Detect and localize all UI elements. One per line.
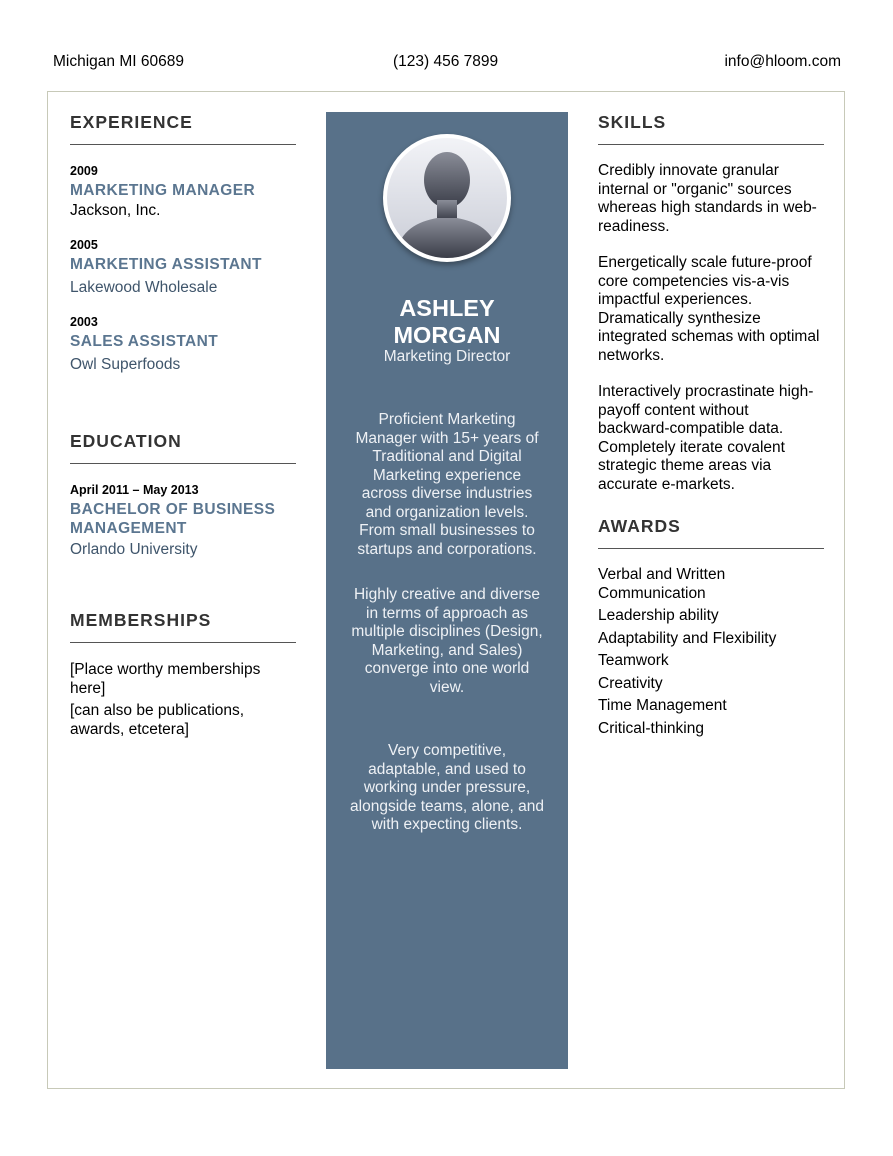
- profile-name: [326, 295, 568, 349]
- skills-paragraph: Energetically scale future-proof core competencies vis-a-vis impactful experiences. Dramatically synthesize integrated schemas with optimal networks.: [598, 254, 820, 364]
- person-silhouette-icon: [387, 138, 507, 258]
- award-item: Creativity: [598, 674, 663, 692]
- experience-title: SALES ASSISTANT: [70, 333, 219, 350]
- education-degree: BACHELOR OF BUSINESS MANAGEMENT: [70, 501, 276, 537]
- experience-company: Lakewood Wholesale: [70, 279, 218, 296]
- avatar: [383, 134, 511, 262]
- memberships-heading: MEMBERSHIPS: [70, 610, 296, 643]
- award-item: Leadership ability: [598, 607, 719, 624]
- experience-item: [70, 164, 296, 221]
- experience-company: Jackson, Inc.: [70, 202, 161, 219]
- profile-last-name: MORGAN: [393, 322, 501, 348]
- experience-year: 2005: [70, 238, 98, 252]
- profile-summary: Very competitive, adaptable, and used to working under pressure, alongside teams, alone, and with expecting clients.: [350, 742, 544, 833]
- award-item: Verbal and Written Communication: [598, 566, 726, 602]
- profile-first-name: ASHLEY: [399, 295, 495, 321]
- education-heading: EDUCATION: [70, 431, 296, 464]
- membership-item: [can also be publications, awards, etcetera]: [70, 702, 245, 738]
- experience-heading: EXPERIENCE: [70, 112, 296, 145]
- awards-heading: AWARDS: [598, 516, 824, 549]
- profile-panel: [326, 112, 568, 1069]
- experience-company: Owl Superfoods: [70, 356, 181, 373]
- experience-title: MARKETING MANAGER: [70, 182, 256, 199]
- contact-email: info@hloom.com: [724, 53, 841, 70]
- education-school: Orlando University: [70, 541, 198, 558]
- skills-paragraph: Credibly innovate granular internal or "organic" sources whereas high standards in web-readiness.: [598, 162, 817, 235]
- profile-title: Marketing Director: [383, 348, 511, 365]
- profile-summary: Highly creative and diverse in terms of approach as multiple disciplines (Design, Marketing, and Sales) converge into one world view.: [351, 586, 543, 696]
- award-item: Adaptability and Flexibility: [598, 629, 777, 647]
- award-item: Critical-thinking: [598, 719, 704, 737]
- skills-paragraph: Interactively procrastinate high-payoff content without backward-compatible data. Completely iterate covalent strategic theme areas via accurate e-markets.: [598, 383, 814, 493]
- profile-summary: Proficient Marketing Manager with 15+ years of Traditional and Digital Marketing experience across diverse industries and organization levels. From small businesses to startups and corporations.: [355, 411, 539, 558]
- contact-address: Michigan MI 60689: [53, 53, 184, 70]
- contact-phone: (123) 456 7899: [393, 53, 499, 70]
- experience-item: [70, 315, 296, 375]
- experience-title: MARKETING ASSISTANT: [70, 256, 262, 273]
- membership-item: [Place worthy memberships here]: [70, 661, 261, 697]
- experience-year: 2009: [70, 164, 98, 178]
- awards-list: [598, 566, 824, 738]
- experience-year: 2003: [70, 315, 98, 329]
- education-dates: April 2011 – May 2013: [70, 483, 199, 497]
- skills-heading: SKILLS: [598, 112, 824, 145]
- award-item: Teamwork: [598, 652, 669, 669]
- right-column: [598, 112, 824, 742]
- left-column: [70, 112, 296, 739]
- experience-item: [70, 238, 296, 298]
- award-item: Time Management: [598, 697, 727, 714]
